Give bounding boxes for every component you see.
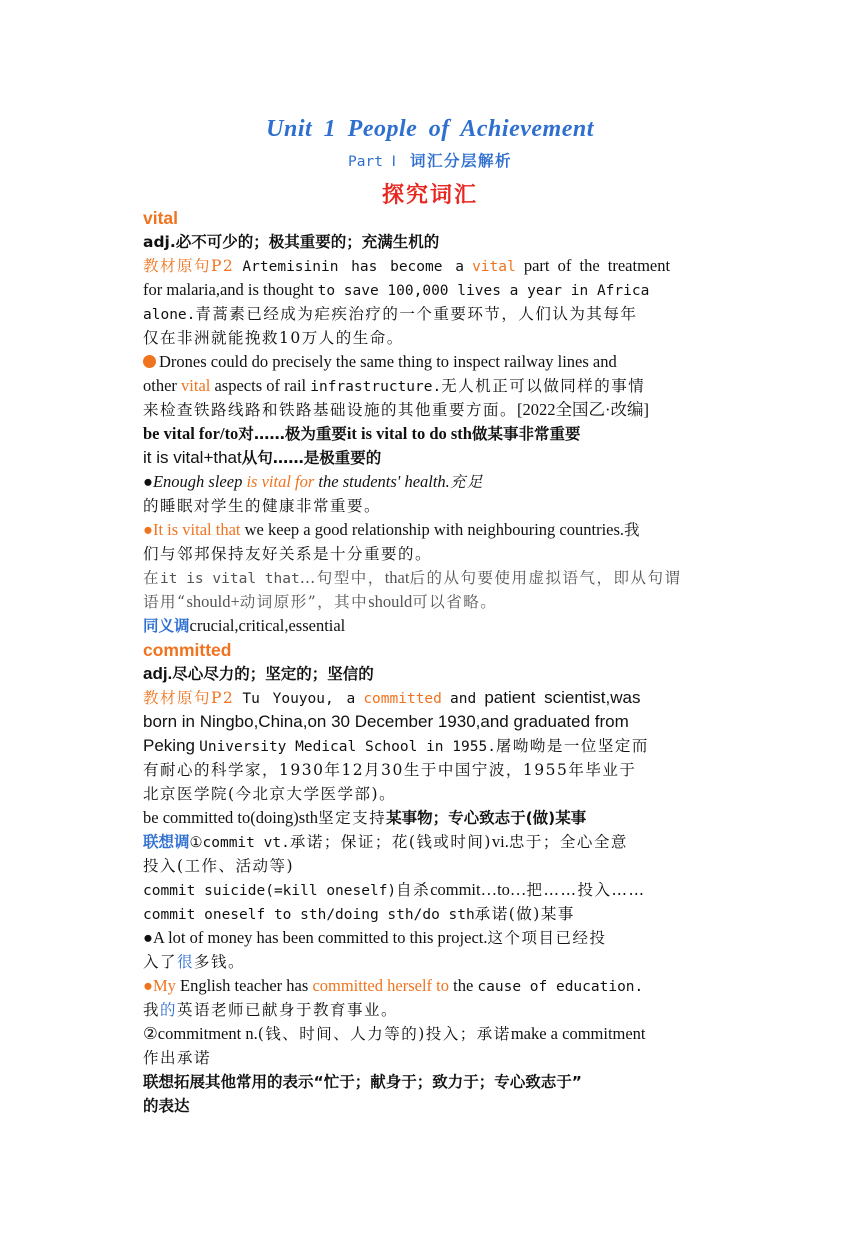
highlight: ●My [143,976,176,995]
entry-word-vital [143,206,715,230]
text: should+ [186,592,240,611]
example-1-cont [143,374,715,398]
extension-heading [143,1070,715,1094]
source-label: 教材原句P2 [143,257,235,275]
highlight: 的 [160,1001,178,1019]
text: …句型中， [299,569,385,587]
synonyms [143,614,715,638]
noun-form [143,1022,715,1046]
text: Tu Youyou, a [242,691,356,707]
synonyms-list: crucial,critical,essential [189,616,346,635]
phrase: it is vital+that [143,448,242,467]
meaning: 某事物；专心致志于(做)某事 [386,809,587,827]
example-1-translation [143,950,715,974]
text: ①commit vt. [189,835,290,851]
translation: 英语老师已献身于教育事业。 [177,1001,399,1019]
heading-text: 联想拓展其他常用的表示“忙于；献身于；致力于；专心致志于” [143,1073,582,1091]
example-3 [143,518,715,542]
phrase: make a commitment [510,1024,646,1043]
highlight: committed herself to [312,976,449,995]
source-sentence-cont [143,710,715,734]
text: we keep a good relationship with neighbouring countries. [244,520,625,539]
text: commit oneself to sth/doing sth/do sth [143,907,475,923]
part-label: Part Ⅰ [348,154,396,170]
translation: 的睡眠对学生的健康非常重要。 [143,497,382,515]
translation: 北京医学院(今北京大学医学部)。 [143,785,397,803]
text: cause of education. [477,979,644,995]
translation: 多钱。 [194,953,246,971]
text: 忠于；全心全意 [508,833,628,851]
text: Enough sleep [152,472,243,491]
text: the students' health. [318,472,450,491]
text: 把……投入…… [526,881,646,899]
source-sentence-cont [143,302,715,326]
pos-text: adj.必不可少的；极其重要的；充满生机的 [143,233,440,251]
translation-line [143,326,715,350]
bullet-icon [143,355,156,368]
pos-text: 尽心尽力的；坚定的；坚信的 [172,665,374,683]
text: ②commitment n. [143,1024,258,1043]
example-2-translation [143,998,715,1022]
translation: 充足 [449,473,484,491]
bullet-icon: ● [143,472,153,491]
highlight: vital [181,376,211,395]
meaning: 坚定支持 [318,809,387,827]
phrase: be committed to(doing)sth [143,808,319,827]
text: 投入(工作、活动等) [143,857,295,875]
text: patient scientist,was [484,688,641,707]
usage-note [143,566,715,590]
association-cont [143,878,715,902]
meaning: 做某事非常重要 [471,425,581,443]
part-title [0,146,860,172]
highlight: committed [363,691,442,707]
translation: 入了 [143,953,178,971]
highlight: vital [472,259,516,275]
translation-line [143,758,715,782]
text: (钱、时间、人力等的)投入；承诺 [257,1025,511,1043]
association-cont [143,854,715,878]
unit-title: Unit 1 People of Achievement [266,116,594,142]
meaning: 从句……是极重要的 [241,449,382,467]
example-1 [143,926,715,950]
example-1 [143,350,715,374]
source-tag: [2022全国乙·改编] [517,400,649,419]
text: 自杀 [396,881,431,899]
text: part of the treatment [523,256,671,275]
source-sentence-cont [143,734,715,758]
bullet-icon: ● [143,520,153,539]
text: it is vital that [160,571,300,587]
section-title: 探究词汇 [381,182,478,208]
translation: 我 [624,521,642,539]
text: aspects of rail [214,376,307,395]
association-cont [143,902,715,926]
phrase: it is vital to do sth [346,424,472,443]
translation: 我 [143,1001,161,1019]
entry-word-committed [143,638,715,662]
noun-form-cont [143,1046,715,1070]
text: English teacher has [180,976,309,995]
text: alone. [143,307,196,323]
source-sentence [143,686,715,710]
source-label: 教材原句P2 [143,689,235,707]
part-name: 词汇分层解析 [409,152,512,170]
text: Artemisinin has become a [242,259,464,275]
phrase: be vital for/to [143,424,239,443]
example-2 [143,974,715,998]
text: the [453,976,474,995]
phrase-line [143,446,715,470]
translation: 这个项目已经投 [487,929,607,947]
text: commit suicide(=kill oneself) [143,883,397,899]
text: for malaria,and is thought [143,280,314,299]
meaning: 作出承诺 [143,1049,212,1067]
synonyms-label: 同义调 [143,617,190,635]
association-label: 联想调 [143,833,190,851]
highlight: is vital for [246,472,315,491]
translation: 青蒿素已经成为疟疾治疗的一个重要环节，人们认为其每年 [195,305,638,323]
text: 语用“ [143,593,187,611]
example-1-translation [143,398,715,422]
text: 可以省略。 [412,593,498,611]
text: Peking [143,736,195,755]
text: to save 100,000 lives a year in Africa [317,283,650,299]
text: infrastructure. [310,379,442,395]
association [143,830,715,854]
pos: adj. [143,664,173,683]
text: commit…to… [430,880,527,899]
text: and [450,691,477,707]
translation: 无人机正可以做同样的事情 [441,377,646,395]
highlight: It is vital that [152,520,241,539]
example-3-translation [143,542,715,566]
meaning: 对……极为重要 [238,425,347,443]
source-sentence-cont [143,278,715,302]
translation: 来检查铁路线路和铁路基础设施的其他重要方面。 [143,401,518,419]
phrase-line [143,422,715,446]
vocabulary-content [143,206,715,1118]
text: 承诺；保证；花(钱或时间) [289,833,492,851]
text: vi. [491,832,509,851]
text: that [384,568,410,587]
translation: 仅在非洲就能挽救10万人的生命。 [143,329,404,347]
phrase-line [143,806,715,830]
text: 在 [143,569,161,587]
pos-line [143,230,715,254]
translation: 们与邻邦保持友好关系是十分重要的。 [143,545,433,563]
example-2-translation [143,494,715,518]
translation: 有耐心的科学家，1930年12月30生于中国宁波，1955年毕业于 [143,761,637,779]
text: other [143,376,177,395]
text: 动词原形”，其中 [239,593,369,611]
heading-text: 的表达 [143,1097,190,1115]
text: born in Ningbo,China,on 30 December 1930,and graduated from [143,712,629,731]
headword: committed [143,640,232,660]
text: University Medical School in 1955. [199,739,496,755]
text: ●A lot of money has been committed to this project. [143,928,488,947]
text: 后的从句要使用虚拟语气，即从句谓 [409,569,682,587]
highlight: 很 [177,953,195,971]
translation: 屠呦呦是一位坚定而 [495,737,649,755]
text: should [368,592,413,611]
translation-line [143,782,715,806]
headword: vital [143,208,179,228]
source-sentence [143,254,715,278]
text: 承诺(做)某事 [474,905,575,923]
text: Drones could do precisely the same thing to inspect railway lines and [159,352,617,371]
usage-note-cont [143,590,715,614]
extension-heading-cont [143,1094,715,1118]
pos-line [143,662,715,686]
example-2 [143,470,715,494]
